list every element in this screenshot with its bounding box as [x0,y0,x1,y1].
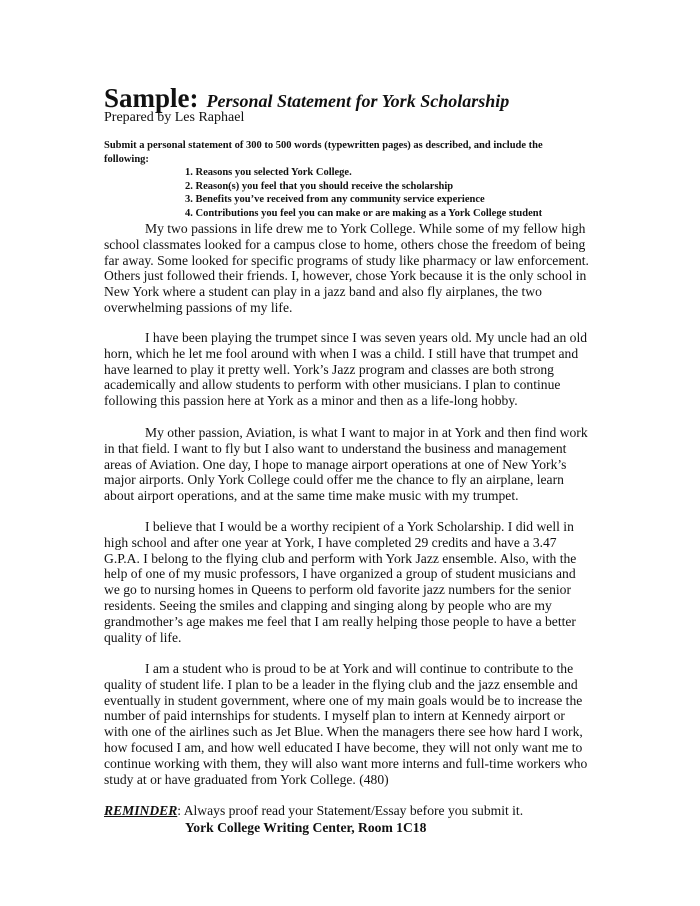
paragraph-line: horn, which he let me fool around with when I was a child. I still have that trumpet and [104,345,579,361]
instruction-item: 2. Reason(s) you feel that you should receive the scholarship [185,180,454,192]
paragraph-line: high school and after one year at York, I have completed 29 credits and have a 3.47 [104,534,557,550]
paragraph-line: about airport operations, and at the same time make music with my trumpet. [104,488,519,504]
title-subtitle: Personal Statement for York Scholarship [206,91,510,111]
paragraph-line: how focused I am, and how well educated I have become, they will not only want me to [104,739,583,755]
paragraph-line: grandmother’s age makes me feel that I am really helping those people to have a better [104,613,576,629]
paragraph-3 [104,425,594,504]
writing-center-line: York College Writing Center, Room 1C18 [185,820,427,835]
reminder-label: REMINDER [104,803,178,818]
instructions-following: following: [104,153,149,165]
author-line: Prepared by Les Raphael [104,110,245,125]
paragraph-line: quality of life. [104,629,182,645]
paragraph-1 [104,221,594,316]
instructions-list [185,166,542,220]
instructions [104,139,594,166]
paragraph-line: New York where a student can play in a jazz band and also fly airplanes, the two [104,284,542,300]
paragraph-line: major airports. Only York College could offer me the chance to fly an airplane, learn [104,472,564,488]
paragraph-line: G.P.A. I belong to the flying club and perform with York Jazz ensemble. Also, with the [104,550,577,566]
reminder [104,803,523,819]
title-label: Sample: [104,83,199,113]
paragraph-line: overwhelming passions of my life. [104,299,293,315]
instruction-item: 3. Benefits you’ve received from any community service experience [185,194,485,205]
paragraph-line: we go to nursing homes in Queens to perform old favorite jazz numbers for the senior [104,582,571,598]
paragraph-line: help of one of my music professors, I have organized a group of student musicians and [104,566,576,582]
reminder-text: : Always proof read your Statement/Essay before you submit it. [177,803,524,818]
paragraph-line: school classmates looked for a campus close to home, others chose the freedom of being [104,236,586,252]
paragraph-line: areas of Aviation. One day, I hope to manage airport operations at one of New York’s [104,456,567,472]
paragraph-line: in that field. I want to fly but I also want to understand the business and management [104,440,567,456]
instruction-item: 1. Reasons you selected York College. [185,167,352,178]
paragraph-line: My two passions in life drew me to York College. While some of my fellow high [145,221,586,236]
paragraph-line: I believe that I would be a worthy recipient of a York Scholarship. I did well in [145,519,574,534]
paragraph-2 [104,330,594,409]
paragraph-line: eventually in student government, where one of my main goals would be to increase the [104,692,583,708]
paragraph-line: Others just followed their friends. I, however, chose York because it is the only school in [104,268,587,284]
instructions-lead: Submit a personal statement of 300 to 500 words (typewritten pages) as described, and include the [104,140,543,151]
paragraph-line: quality of student life. I plan to be a leader in the flying club and the jazz ensemble and [104,676,578,692]
paragraph-line: have learned to play it pretty well. York’s Jazz program and classes are both strong [104,361,554,377]
paragraph-line: I am a student who is proud to be at York and will continue to contribute to the [145,661,574,676]
paragraph-line: study at or have graduated from York College. (480) [104,771,389,787]
paragraph-5 [104,661,594,787]
paragraph-line: My other passion, Aviation, is what I want to major in at York and then find work [145,425,588,440]
paragraph-line: far away. Some looked for specific programs of study like pharmacy or law enforcement. [104,252,589,268]
paragraph-line: I have been playing the trumpet since I was seven years old. My uncle had an old [145,330,588,345]
instruction-item: 4. Contributions you feel you can make or are making as a York College student [185,207,543,219]
paragraph-line: continue working with them, they will also want more interns and full-time workers who [104,755,588,771]
paragraph-line: with one of the airlines such as Jet Blue. When the managers there see how hard I work, [104,724,583,740]
paragraph-line: number of paid internships for students. I myself plan to intern at Kennedy airport or [104,708,565,724]
paragraph-line: academically and allow students to perform with other musicians. I plan to continue [104,377,561,393]
paragraph-4 [104,519,594,645]
paragraph-line: residents. Seeing the smiles and clapping and singing along by people who are my [104,597,552,613]
paragraph-line: following this passion here at York as a minor and then as a life-long hobby. [104,393,518,409]
